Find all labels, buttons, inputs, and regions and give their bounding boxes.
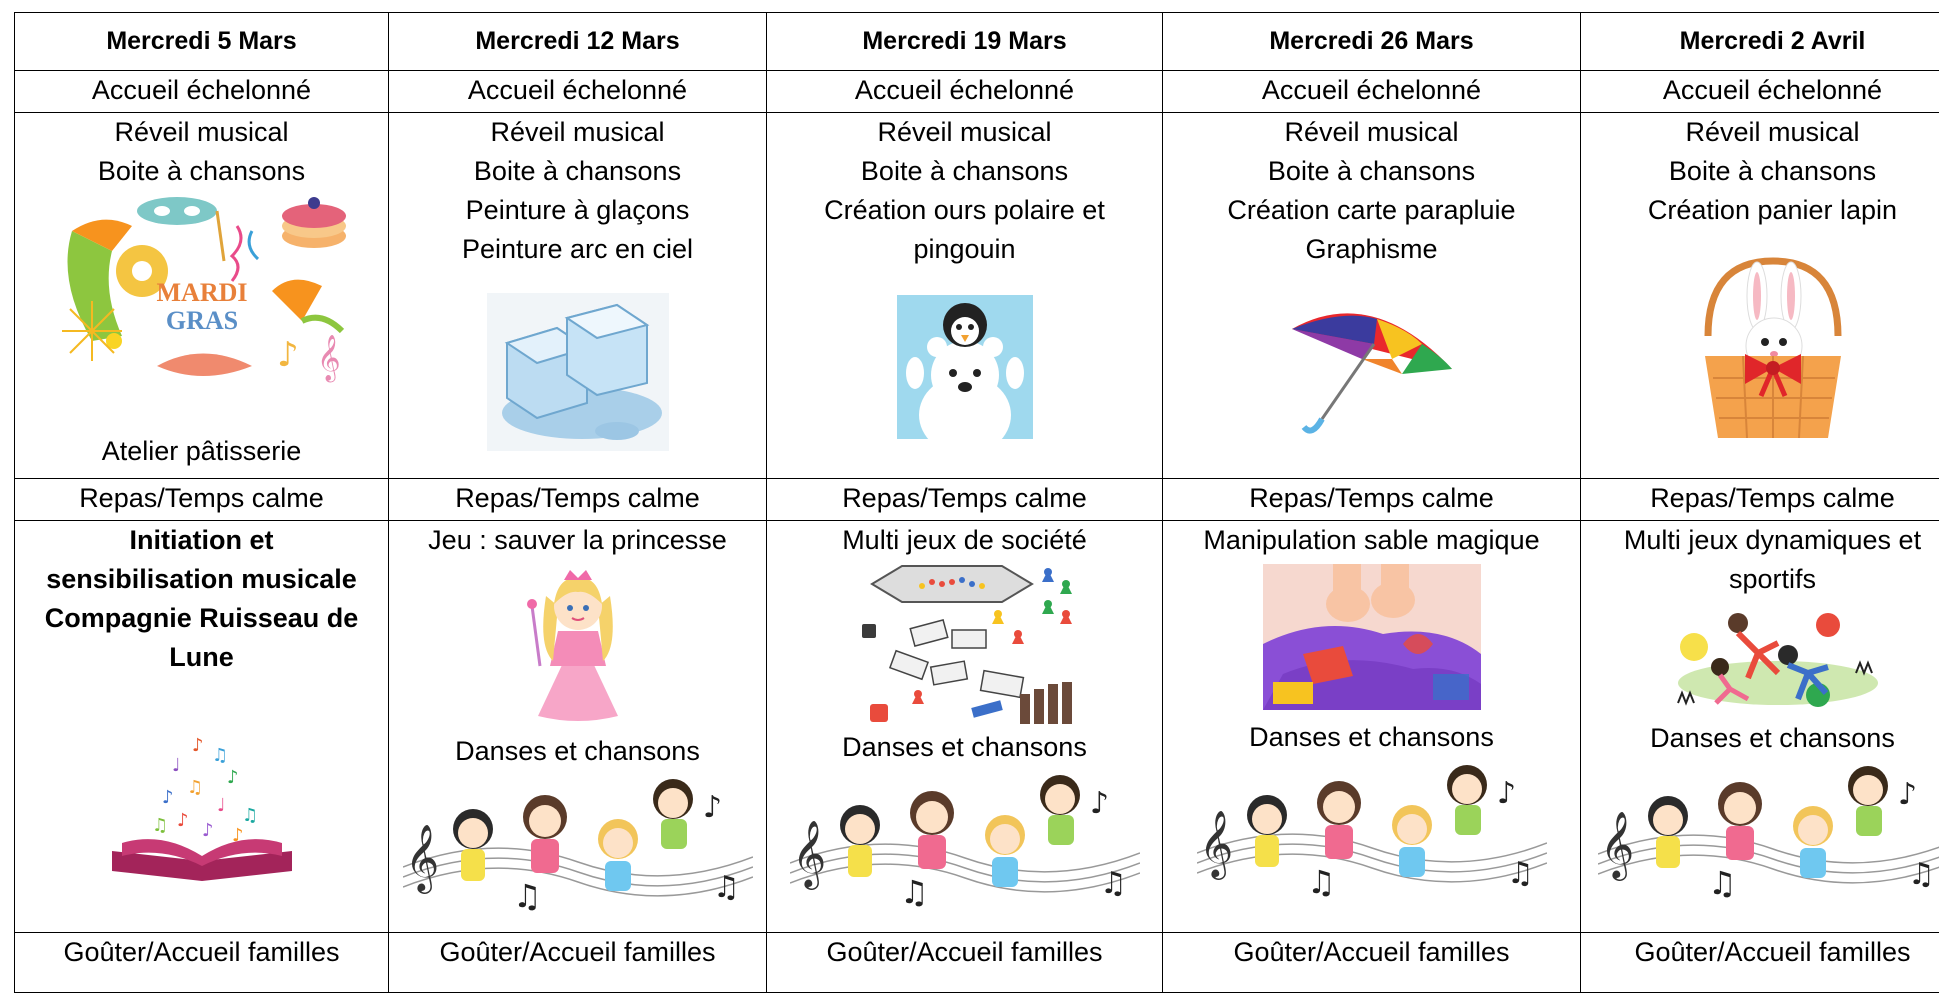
svg-text:♪: ♪ xyxy=(1497,776,1516,811)
afternoon-cell xyxy=(767,521,1163,933)
svg-text:♪: ♪ xyxy=(703,790,722,825)
date-header: Mercredi 19 Mars xyxy=(767,13,1163,71)
afternoon-cell xyxy=(15,521,389,933)
activity-line: pingouin xyxy=(771,230,1158,269)
activity-line: Création panier lapin xyxy=(1585,191,1939,230)
svg-text:♪: ♪ xyxy=(162,787,174,808)
activity-line: Manipulation sable magique xyxy=(1167,521,1576,560)
umbrella-illustration xyxy=(1282,289,1462,439)
activity-line: sensibilisation musicale xyxy=(19,560,384,599)
goute-cell: Goûter/Accueil familles xyxy=(1163,933,1581,993)
kids-sports-illustration xyxy=(1668,603,1878,713)
morning-cell xyxy=(767,113,1163,479)
svg-text:♫: ♫ xyxy=(242,805,258,826)
svg-text:𝄞: 𝄞 xyxy=(1199,809,1233,880)
svg-text:♫: ♫ xyxy=(1908,857,1935,892)
board-games-illustration xyxy=(852,564,1078,728)
repas-cell: Repas/Temps calme xyxy=(1163,479,1581,521)
mardi-gras-illustration xyxy=(52,191,352,391)
morning-cell xyxy=(1581,113,1939,479)
svg-text:♫: ♫ xyxy=(1100,866,1127,901)
activity-line: Boite à chansons xyxy=(19,152,384,191)
accueil-cell: Accueil échelonné xyxy=(767,71,1163,113)
svg-text:♫: ♫ xyxy=(187,777,203,798)
svg-text:♫: ♫ xyxy=(713,870,740,905)
goute-cell: Goûter/Accueil familles xyxy=(767,933,1163,993)
magic-sand-illustration xyxy=(1263,564,1481,710)
weekly-activity-table xyxy=(14,12,1939,993)
svg-text:𝄞: 𝄞 xyxy=(405,823,439,894)
svg-text:𝄞: 𝄞 xyxy=(317,335,341,383)
ice-cubes-illustration xyxy=(487,293,669,451)
activity-line: Compagnie Ruisseau de xyxy=(19,599,384,638)
afternoon-cell xyxy=(389,521,767,933)
svg-text:♪: ♪ xyxy=(227,767,239,788)
dances-label: Danses et chansons xyxy=(1167,718,1576,757)
dancing-children-illustration xyxy=(790,773,1140,915)
svg-text:♪: ♪ xyxy=(1090,786,1109,821)
date-header: Mercredi 5 Mars xyxy=(15,13,389,71)
svg-text:♪: ♪ xyxy=(277,335,299,375)
morning-cell xyxy=(1163,113,1581,479)
music-book-illustration xyxy=(92,731,312,881)
svg-text:♫: ♫ xyxy=(1507,856,1534,891)
princess-illustration xyxy=(518,566,638,724)
svg-text:♪: ♪ xyxy=(1898,777,1917,812)
svg-text:♫: ♫ xyxy=(212,745,228,766)
date-header: Mercredi 2 Avril xyxy=(1581,13,1939,71)
date-header: Mercredi 26 Mars xyxy=(1163,13,1581,71)
svg-text:♪: ♪ xyxy=(202,820,214,841)
activity-line: Boite à chansons xyxy=(1167,152,1576,191)
activity-line: Lune xyxy=(19,638,384,677)
svg-text:♫: ♫ xyxy=(513,877,542,915)
goute-cell: Goûter/Accueil familles xyxy=(15,933,389,993)
repas-cell: Repas/Temps calme xyxy=(767,479,1163,521)
svg-text:♩: ♩ xyxy=(217,795,226,816)
gras-label: GRAS xyxy=(165,306,237,335)
activity-line: Initiation et xyxy=(19,521,384,560)
activity-line: Création carte parapluie xyxy=(1167,191,1576,230)
afternoon-cell xyxy=(1581,521,1939,933)
svg-text:♫: ♫ xyxy=(900,873,929,911)
dancing-children-illustration xyxy=(1197,763,1547,905)
activity-line: Peinture arc en ciel xyxy=(393,230,762,269)
morning-cell xyxy=(389,113,767,479)
date-header: Mercredi 12 Mars xyxy=(389,13,767,71)
dancing-children-illustration xyxy=(1598,764,1939,906)
activity-line: Peinture à glaçons xyxy=(393,191,762,230)
accueil-cell: Accueil échelonné xyxy=(1163,71,1581,113)
accueil-cell: Accueil échelonné xyxy=(1581,71,1939,113)
svg-text:𝄞: 𝄞 xyxy=(792,819,826,890)
dances-label: Danses et chansons xyxy=(1585,719,1939,758)
accueil-row xyxy=(15,71,1939,113)
activity-line: Multi jeux de société xyxy=(771,521,1158,560)
activity-line: Boite à chansons xyxy=(393,152,762,191)
repas-cell: Repas/Temps calme xyxy=(1581,479,1939,521)
activity-line: Atelier pâtisserie xyxy=(19,432,384,471)
svg-text:♪: ♪ xyxy=(232,825,244,846)
activity-line: Réveil musical xyxy=(19,113,384,152)
activity-line: Création ours polaire et xyxy=(771,191,1158,230)
dances-label: Danses et chansons xyxy=(771,728,1158,767)
svg-text:♪: ♪ xyxy=(177,810,189,831)
activity-line: Boite à chansons xyxy=(771,152,1158,191)
activity-line: sportifs xyxy=(1585,560,1939,599)
dancing-children-illustration xyxy=(403,777,753,919)
activity-line: Réveil musical xyxy=(771,113,1158,152)
svg-text:♪: ♪ xyxy=(192,735,204,756)
goute-cell: Goûter/Accueil familles xyxy=(1581,933,1939,993)
svg-text:♫: ♫ xyxy=(1307,863,1336,901)
svg-text:♩: ♩ xyxy=(172,755,181,776)
repas-cell: Repas/Temps calme xyxy=(15,479,389,521)
accueil-cell: Accueil échelonné xyxy=(15,71,389,113)
activity-line: Graphisme xyxy=(1167,230,1576,269)
activity-line: Réveil musical xyxy=(393,113,762,152)
accueil-cell: Accueil échelonné xyxy=(389,71,767,113)
svg-text:♫: ♫ xyxy=(1708,864,1737,902)
repas-cell: Repas/Temps calme xyxy=(389,479,767,521)
goute-row xyxy=(15,933,1939,993)
afternoon-activities-row xyxy=(15,521,1939,933)
activity-line: Boite à chansons xyxy=(1585,152,1939,191)
activity-line: Réveil musical xyxy=(1585,113,1939,152)
repas-row xyxy=(15,479,1939,521)
afternoon-cell xyxy=(1163,521,1581,933)
morning-activities-row xyxy=(15,113,1939,479)
bunny-basket-illustration xyxy=(1683,256,1863,444)
dances-label: Danses et chansons xyxy=(393,732,762,771)
activity-line: Jeu : sauver la princesse xyxy=(393,521,762,560)
activity-line: Réveil musical xyxy=(1167,113,1576,152)
activity-line: Multi jeux dynamiques et xyxy=(1585,521,1939,560)
polar-bear-penguin-illustration xyxy=(897,295,1033,439)
mardi-label: MARDI xyxy=(156,278,247,307)
svg-text:♫: ♫ xyxy=(152,815,168,836)
date-header-row xyxy=(15,13,1939,71)
goute-cell: Goûter/Accueil familles xyxy=(389,933,767,993)
svg-text:𝄞: 𝄞 xyxy=(1600,810,1634,881)
morning-cell xyxy=(15,113,389,479)
